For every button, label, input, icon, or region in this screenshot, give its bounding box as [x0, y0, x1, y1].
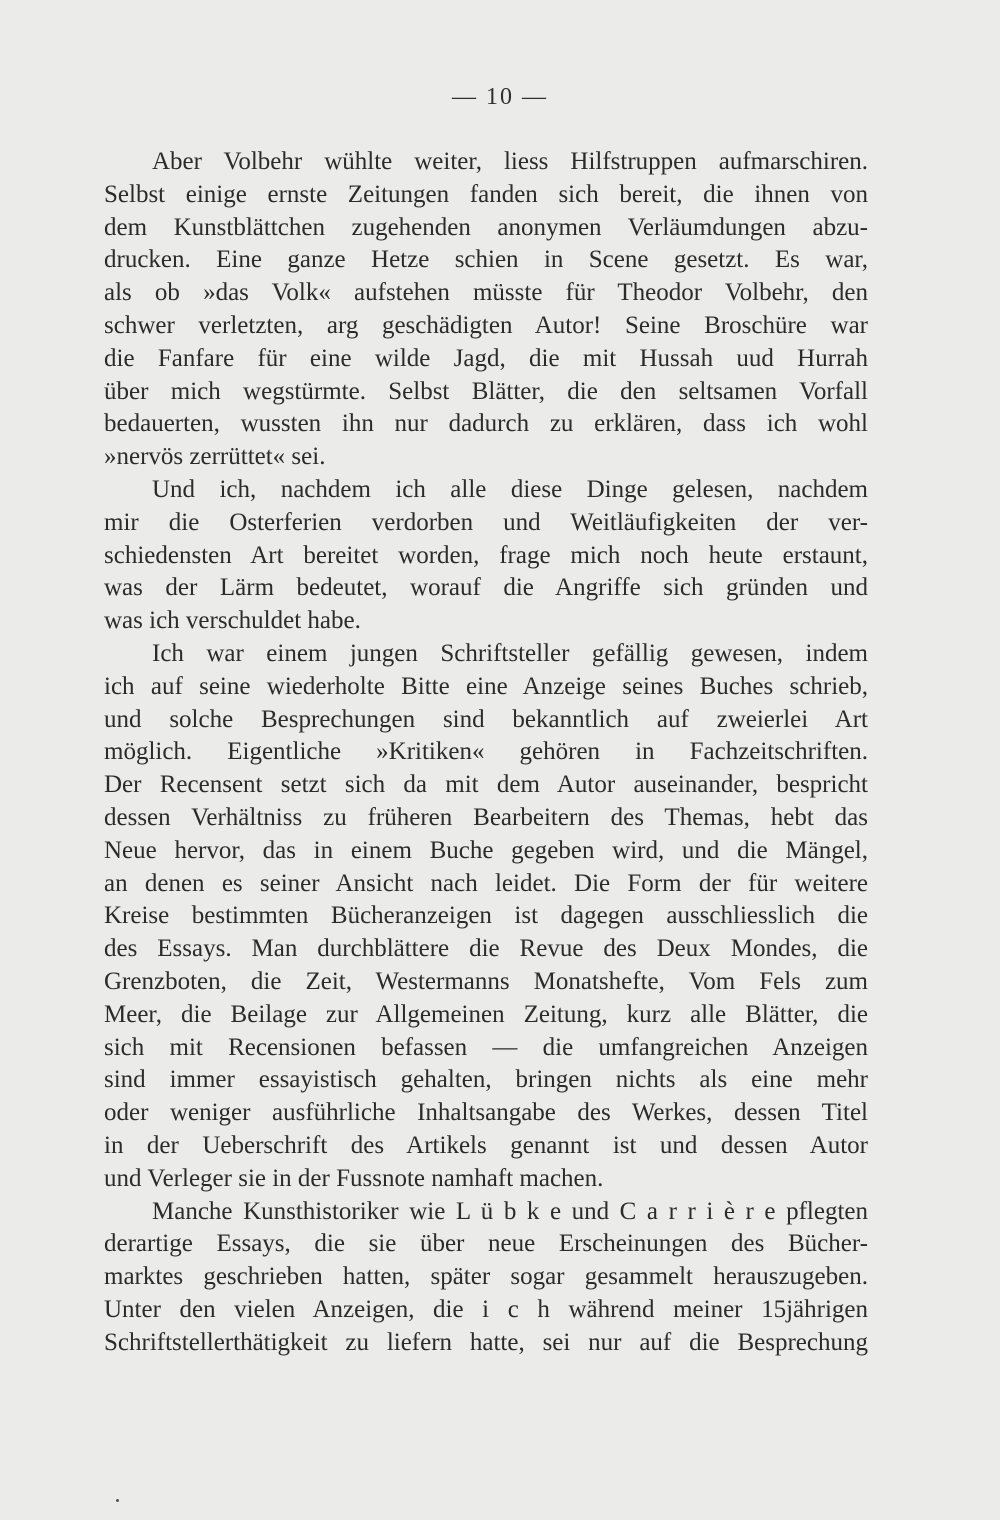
page-number: — 10 — — [452, 84, 548, 110]
text-line: des Essays. Man durchblättere die Revue des Deux Mondes, die — [104, 935, 868, 963]
text-line: Schriftstellerthätigkeit zu liefern hatte, sei nur auf die Besprechung — [104, 1328, 868, 1356]
text-line: oder weniger ausführliche Inhaltsangabe des Werkes, dessen Titel — [104, 1099, 868, 1127]
body-text — [104, 146, 868, 1359]
paragraph-1 — [104, 146, 868, 474]
text-line: Ich war einem jungen Schriftsteller gefällig gewesen, indem — [152, 639, 868, 667]
text-line: Der Recensent setzt sich da mit dem Autor auseinander, bespricht — [104, 771, 868, 799]
text-line: Meer, die Beilage zur Allgemeinen Zeitung, kurz alle Blätter, die — [104, 1000, 868, 1028]
text-line: über mich wegstürmte. Selbst Blätter, die den seltsamen Vorfall — [104, 377, 868, 405]
text-line: bedauerten, wussten ihn nur dadurch zu erklären, dass ich wohl — [104, 410, 868, 438]
text-line: derartige Essays, die sie über neue Erscheinungen des Bücher- — [104, 1230, 868, 1258]
paper-speck — [116, 1499, 119, 1502]
text-line: schwer verletzten, arg geschädigten Autor! Seine Broschüre war — [104, 311, 868, 339]
paragraph-2 — [104, 474, 868, 638]
text-line: Kreise bestimmten Bücheranzeigen ist dagegen ausschliesslich die — [104, 902, 868, 930]
text-line: drucken. Eine ganze Hetze schien in Scene gesetzt. Es war, — [104, 246, 868, 274]
text-line: schiedensten Art bereitet worden, frage mich noch heute erstaunt, — [104, 541, 868, 569]
text-line: Neue hervor, das in einem Buche gegeben wird, und die Mängel, — [104, 836, 868, 864]
text-line: und solche Besprechungen sind bekanntlich auf zweierlei Art — [104, 705, 868, 733]
text-line: was der Lärm bedeutet, worauf die Angriffe sich gründen und — [104, 574, 868, 602]
text-line: marktes geschrieben hatten, später sogar gesammelt herauszugeben. — [104, 1263, 868, 1291]
text-line: mir die Osterferien verdorben und Weitläufigkeiten der ver- — [104, 508, 868, 536]
text-line: Grenzboten, die Zeit, Westermanns Monatshefte, Vom Fels zum — [104, 967, 868, 995]
text-line: dessen Verhältniss zu früheren Bearbeitern des Themas, hebt das — [104, 803, 868, 831]
text-line: Selbst einige ernste Zeitungen fanden sich bereit, die ihnen von — [104, 180, 868, 208]
text-line: sich mit Recensionen befassen — die umfangreichen Anzeigen — [104, 1033, 868, 1061]
text-line: als ob »das Volk« aufstehen müsste für Theodor Volbehr, den — [104, 279, 868, 307]
text-line: an denen es seiner Ansicht nach leidet. Die Form der für weitere — [104, 869, 868, 897]
text-line: die Fanfare für eine wilde Jagd, die mit Hussah uud Hurrah — [104, 344, 868, 372]
text-line: Aber Volbehr wühlte weiter, liess Hilfstruppen aufmarschiren. — [152, 148, 868, 175]
text-line: Manche Kunsthistoriker wie L ü b k e und C a r r i è r e pflegten — [152, 1197, 868, 1225]
paragraph-3 — [104, 638, 868, 1196]
paragraph-4 — [104, 1196, 868, 1360]
text-line: möglich. Eigentliche »Kritiken« gehören in Fachzeitschriften. — [104, 738, 868, 766]
text-line: dem Kunstblättchen zugehenden anonymen Verläumdungen abzu- — [104, 213, 868, 241]
text-line: sind immer essayistisch gehalten, bringen nichts als eine mehr — [104, 1066, 868, 1094]
text-line: und Verleger sie in der Fussnote namhaft machen. — [104, 1164, 604, 1192]
text-line: Und ich, nachdem ich alle diese Dinge gelesen, nachdem — [152, 475, 868, 503]
text-line: Unter den vielen Anzeigen, die i c h während meiner 15jährigen — [104, 1295, 868, 1323]
text-line: in der Ueberschrift des Artikels genannt ist und dessen Autor — [104, 1131, 868, 1159]
text-line: was ich verschuldet habe. — [104, 607, 361, 635]
text-line: ich auf seine wiederholte Bitte eine Anzeige seines Buches schrieb, — [104, 672, 868, 700]
text-line: »nervös zerrüttet« sei. — [104, 443, 326, 471]
